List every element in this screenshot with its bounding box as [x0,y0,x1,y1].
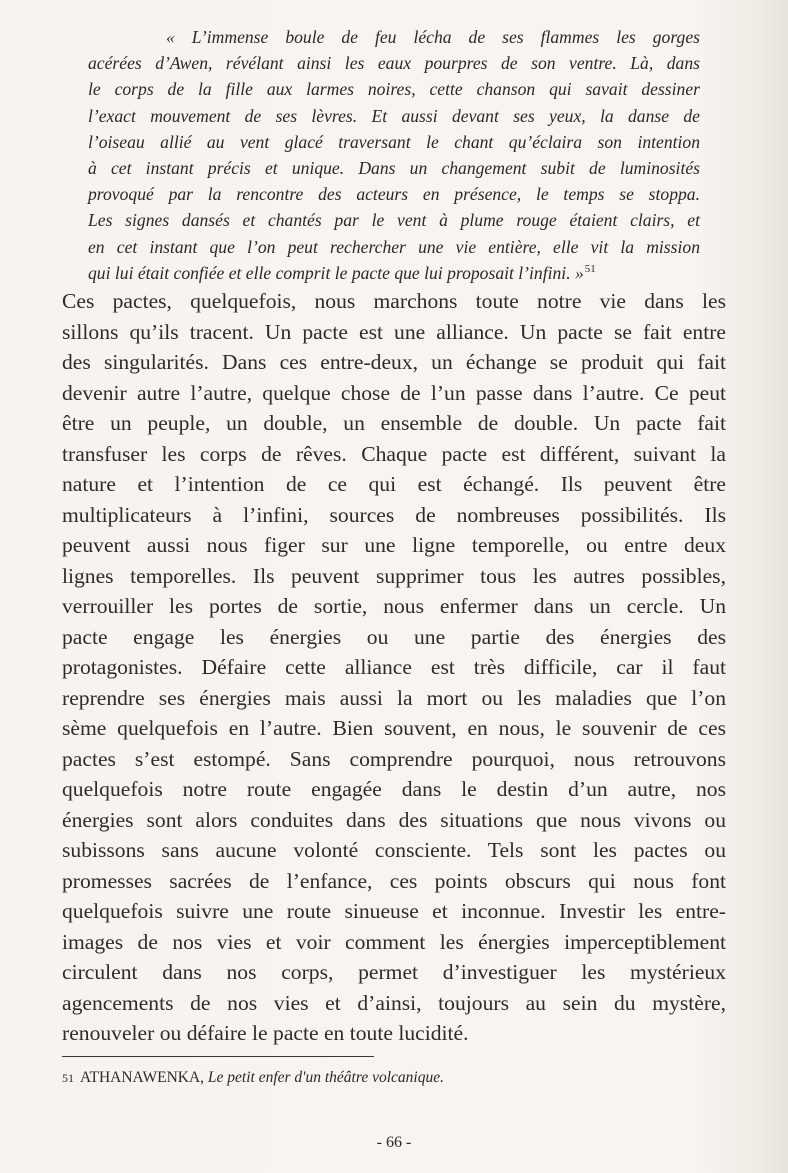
body-line: reprendre ses énergies mais aussi la mort ou les maladies que l’on [62,685,726,710]
body-line: Ces pactes, quelquefois, nous marchons toute notre vie dans les [62,289,726,313]
block-quote [88,24,700,286]
body-line: sème quelquefois en l’autre. Bien souvent, en nous, le souvenir de ces [62,716,726,740]
quote-line: à cet instant précis et unique. Dans un changement subit de luminosités [88,157,700,178]
quote-line: le corps de la fille aux larmes noires, cette chanson qui savait dessiner [88,79,700,100]
quote-line: provoqué par la rencontre des acteurs en présence, le temps se stoppa. [88,184,700,205]
body-line: circulent dans nos corps, permet d’investiguer les mystérieux [62,960,726,984]
footnote [62,1068,444,1088]
body-line: images de nos vies et voir comment les énergies imperceptiblement [62,929,726,954]
footnote-title: Le petit enfer d'un théâtre volcanique. [207,1069,444,1086]
body-line: peuvent aussi nous figer sur une ligne temporelle, ou entre deux [62,533,726,557]
body-line: pactes s’est estompé. Sans comprendre pourquoi, nous retrouvons [62,746,726,771]
body-line: devenir autre l’autre, quelque chose de l’un passe dans l’autre. Ce peut [62,380,726,405]
quote-last-line [88,260,700,286]
footnote-divider [62,1056,374,1057]
quote-line: qui lui était confiée et elle comprit le pacte que lui proposait l’infini. » [88,262,584,283]
body-line: nature et l’intention de ce qui est échangé. Ils peuvent être [62,472,726,496]
body-line: sillons qu’ils tracent. Un pacte est une alliance. Un pacte se fait entre [62,319,726,344]
body-line: verrouiller les portes de sortie, nous enfermer dans un cercle. Un [62,594,726,618]
body-line: promesses sacrées de l’enfance, ces points obscurs qui nous font [62,868,726,893]
footnote-reference[interactable]: 51 [584,262,596,275]
footnote-author: ATHANAWENKA, [80,1069,205,1086]
quote-line: l’oiseau allié au vent glacé traversant le chant qu’éclaira son intention [88,131,700,152]
body-line: énergies sont alors conduites dans des situations que nous vivons ou [62,807,726,832]
body-line: multiplicateurs à l’infini, sources de nombreuses possibilités. Ils [62,502,726,527]
quote-line: en cet instant que l’on peut rechercher une vie entière, elle vit la mission [88,236,700,257]
body-line: pacte engage les énergies ou une partie des énergies des [62,624,726,649]
quote-line: « L’immense boule de feu lécha de ses flammes les gorges [166,27,700,47]
quote-line: acérées d’Awen, révélant ainsi les eaux pourpres de son ventre. Là, dans [88,53,700,74]
body-line: lignes temporelles. Ils peuvent supprimer tous les autres possibles, [62,563,726,588]
body-line: quelquefois notre route engagée dans le destin d’un autre, nos [62,777,726,801]
body-line: protagonistes. Défaire cette alliance est très difficile, car il faut [62,655,726,679]
footnote-number: 51 [62,1071,74,1085]
quote-line: l’exact mouvement de ses lèvres. Et aussi devant ses yeux, la danse de [88,105,700,126]
body-line: transfuser les corps de rêves. Chaque pacte est différent, suivant la [62,441,726,466]
body-line: quelquefois suivre une route sinueuse et inconnue. Investir les entre- [62,899,726,923]
quote-line: Les signes dansés et chantés par le vent à plume rouge étaient clairs, et [88,210,700,231]
body-line: subissons sans aucune volonté consciente. Tels sont les pactes ou [62,838,726,862]
body-paragraph [62,286,726,1049]
page-number: - 66 - [376,1134,412,1151]
body-line: renouveler ou défaire le pacte en toute lucidité. [62,1021,469,1045]
body-line: être un peuple, un double, un ensemble de double. Un pacte fait [62,411,726,435]
body-line: des singularités. Dans ces entre-deux, un échange se produit qui fait [62,350,726,374]
body-line: agencements de nos vies et d’ainsi, toujours au sein du mystère, [62,990,726,1015]
